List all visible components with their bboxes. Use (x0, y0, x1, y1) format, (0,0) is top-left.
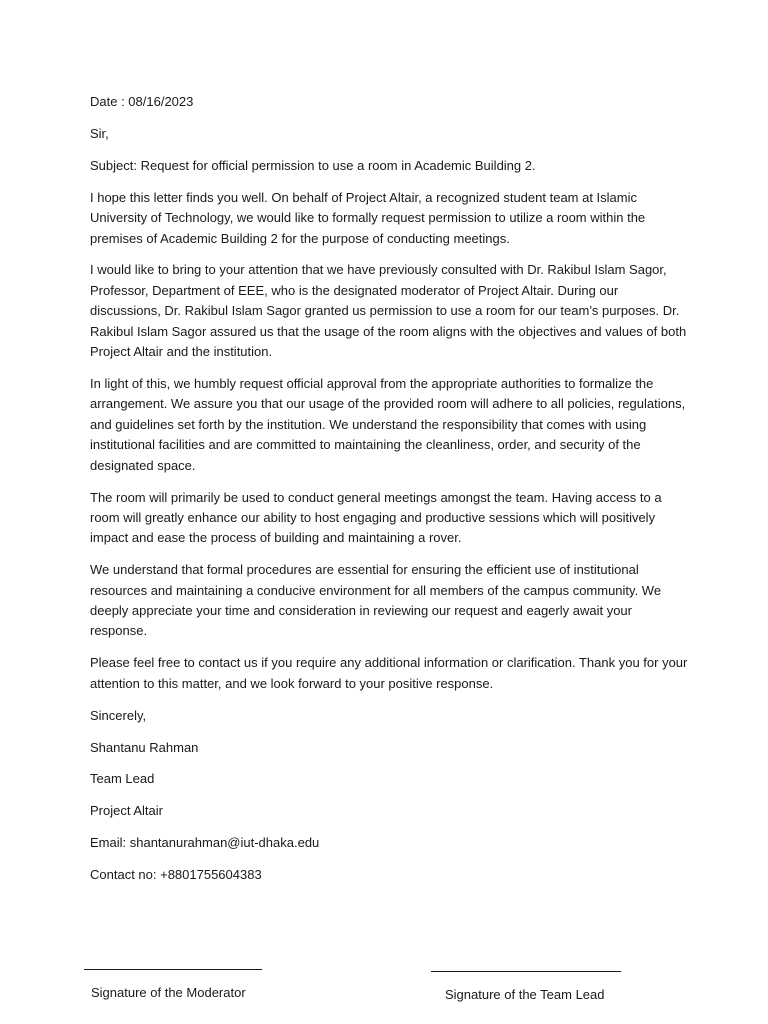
moderator-signature-label: Signature of the Moderator (91, 985, 246, 1000)
sender-contact: Contact no: +8801755604383 (90, 867, 262, 883)
team-lead-signature-block (431, 971, 621, 1002)
letter-paragraph-consultation: I would like to bring to your attention that we have previously consulted with Dr. Rakibul Islam Sagor, Professor, Department of EEE, who is the designated moderator of Project Altair. During our discussions, Dr. Rakibul Islam Sagor granted us permission to use a room for our team’s purposes. Dr. Rakibul Islam Sagor assured us that the usage of the room aligns with the objectives and values of both Project Altair and the institution. (90, 262, 687, 360)
team-lead-signature-label: Signature of the Team Lead (445, 987, 605, 1002)
letter-date: Date : 08/16/2023 (90, 94, 194, 109)
letter-subject: Subject: Request for official permission to use a room in Academic Building 2. (90, 157, 536, 173)
sender-name: Shantanu Rahman (90, 739, 199, 755)
letter-paragraph-intro: I hope this letter finds you well. On behalf of Project Altair, a recognized student team at Islamic University of Technology, we would like to formally request permission to utilize a room within the premises of Academic Building 2 for the purpose of conducting meetings. (90, 189, 646, 246)
team-lead-signature-line (431, 971, 621, 972)
letter-salutation: Sir, (90, 125, 109, 141)
letter-closing: Sincerely, (90, 707, 147, 723)
moderator-signature-line (84, 969, 262, 970)
sender-role: Team Lead (90, 771, 155, 787)
letter-paragraph-request: In light of this, we humbly request official approval from the appropriate authorities to formalize the arrangement. We assure you that our usage of the provided room will adhere to all policies, regulations, and guidelines set forth by the institution. We understand the responsibility that comes with using institutional facilities and are committed to maintaining the cleanliness, order, and security of the designated space. (90, 375, 686, 473)
letter-body (90, 92, 690, 897)
sender-email: Email: shantanurahman@iut-dhaka.edu (90, 835, 320, 851)
letter-paragraph-purpose: The room will primarily be used to conduct general meetings amongst the team. Having access to a room will greatly enhance our ability to host engaging and productive sessions which will positively impact and ease the process of building and maintaining a rover. (90, 489, 662, 546)
moderator-signature-block (84, 969, 262, 1000)
letter-paragraph-procedures: We understand that formal procedures are essential for ensuring the efficient use of institutional resources and maintaining a conducive environment for all members of the campus community. We deeply appreciate your time and consideration in reviewing our request and eagerly await your response. (90, 562, 662, 639)
sender-organization: Project Altair (90, 803, 163, 819)
letter-paragraph-contact: Please feel free to contact us if you require any additional information or clarification. Thank you for your attention to this matter, and we look forward to your positive response. (90, 655, 688, 691)
